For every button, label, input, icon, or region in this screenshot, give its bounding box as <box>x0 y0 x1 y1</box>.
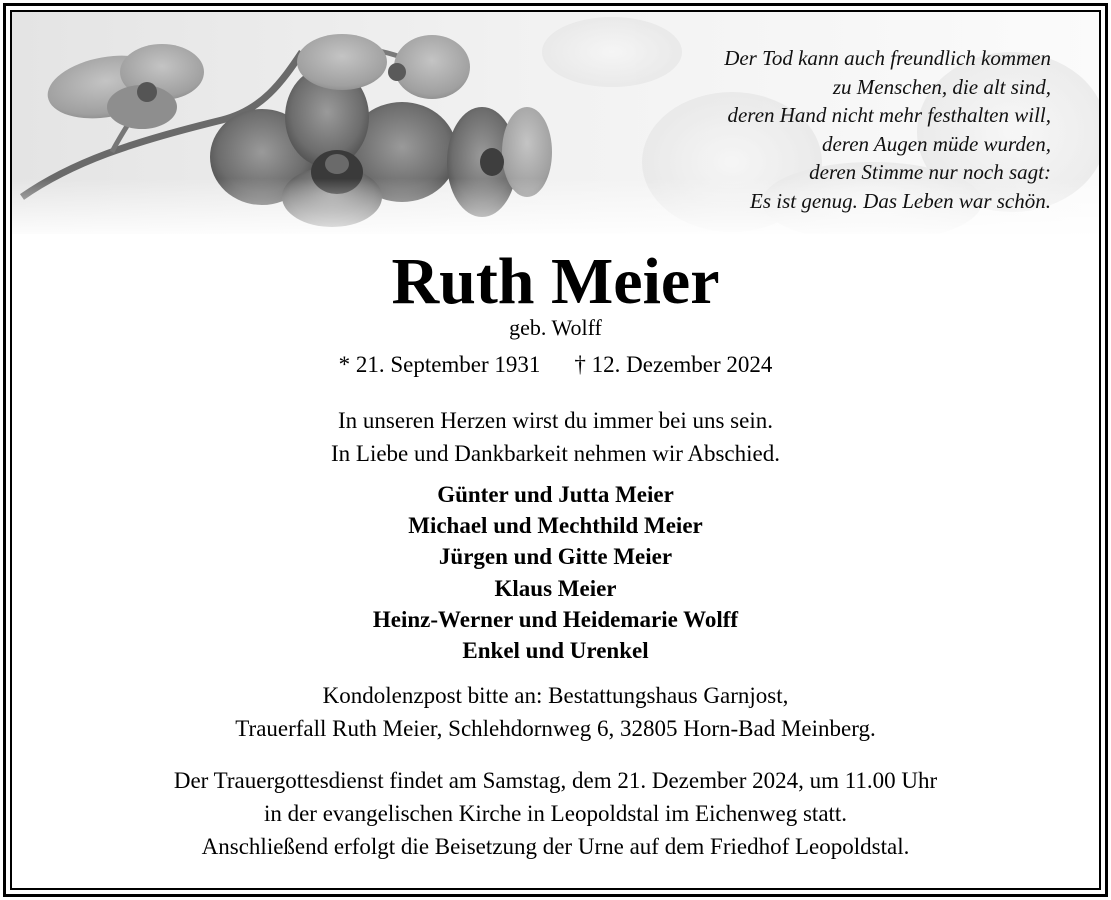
message-line: In unseren Herzen wirst du immer bei uns sein. <box>338 408 773 433</box>
poem-line: deren Augen müde wurden, <box>821 131 1051 156</box>
condolence-line: Trauerfall Ruth Meier, Schlehdornweg 6, 32805 Horn-Bad Meinberg. <box>235 716 876 741</box>
poem-line: zu Menschen, die alt sind, <box>832 74 1051 99</box>
service-line: Anschließend erfolgt die Beisetzung der Urne auf dem Friedhof Leopoldstal. <box>201 834 910 859</box>
service-line: in der evangelischen Kirche in Leopoldstal im Eichenweg statt. <box>263 801 848 826</box>
deceased-name: Ruth Meier <box>391 245 720 318</box>
mourners-list <box>12 479 1099 666</box>
poem <box>724 44 1051 216</box>
condolence-address <box>12 679 1099 745</box>
poem-line: deren Stimme nur noch sagt: <box>809 160 1051 185</box>
condolence-line: Kondolenzpost bitte an: Bestattungshaus Garnjost, <box>322 683 789 708</box>
farewell-message <box>12 404 1099 470</box>
mourner-name: Michael und Mechthild Meier <box>408 513 703 539</box>
life-dates <box>12 350 1099 380</box>
birth-name: geb. Wolff <box>509 315 602 340</box>
obituary-card <box>10 10 1101 890</box>
mourner-name: Enkel und Urenkel <box>462 638 649 664</box>
death-date: † 12. Dezember 2024 <box>574 352 773 377</box>
mourner-name: Klaus Meier <box>494 575 617 601</box>
poem-line: deren Hand nicht mehr festhalten will, <box>727 103 1051 128</box>
orchid-banner <box>12 12 1099 234</box>
mourner-name: Heinz-Werner und Heidemarie Wolff <box>372 606 739 632</box>
message-line: In Liebe und Dankbarkeit nehmen wir Abschied. <box>330 441 780 466</box>
birth-date: * 21. September 1931 <box>338 352 541 377</box>
mourner-name: Jürgen und Gitte Meier <box>438 544 673 570</box>
poem-line: Der Tod kann auch freundlich kommen <box>724 46 1051 70</box>
service-line: Der Trauergottesdienst findet am Samstag, dem 21. Dezember 2024, um 11.00 Uhr <box>173 768 938 793</box>
mourner-name: Günter und Jutta Meier <box>437 482 674 507</box>
funeral-service-info <box>12 764 1099 863</box>
poem-line: Es ist genug. Das Leben war schön. <box>750 188 1051 213</box>
